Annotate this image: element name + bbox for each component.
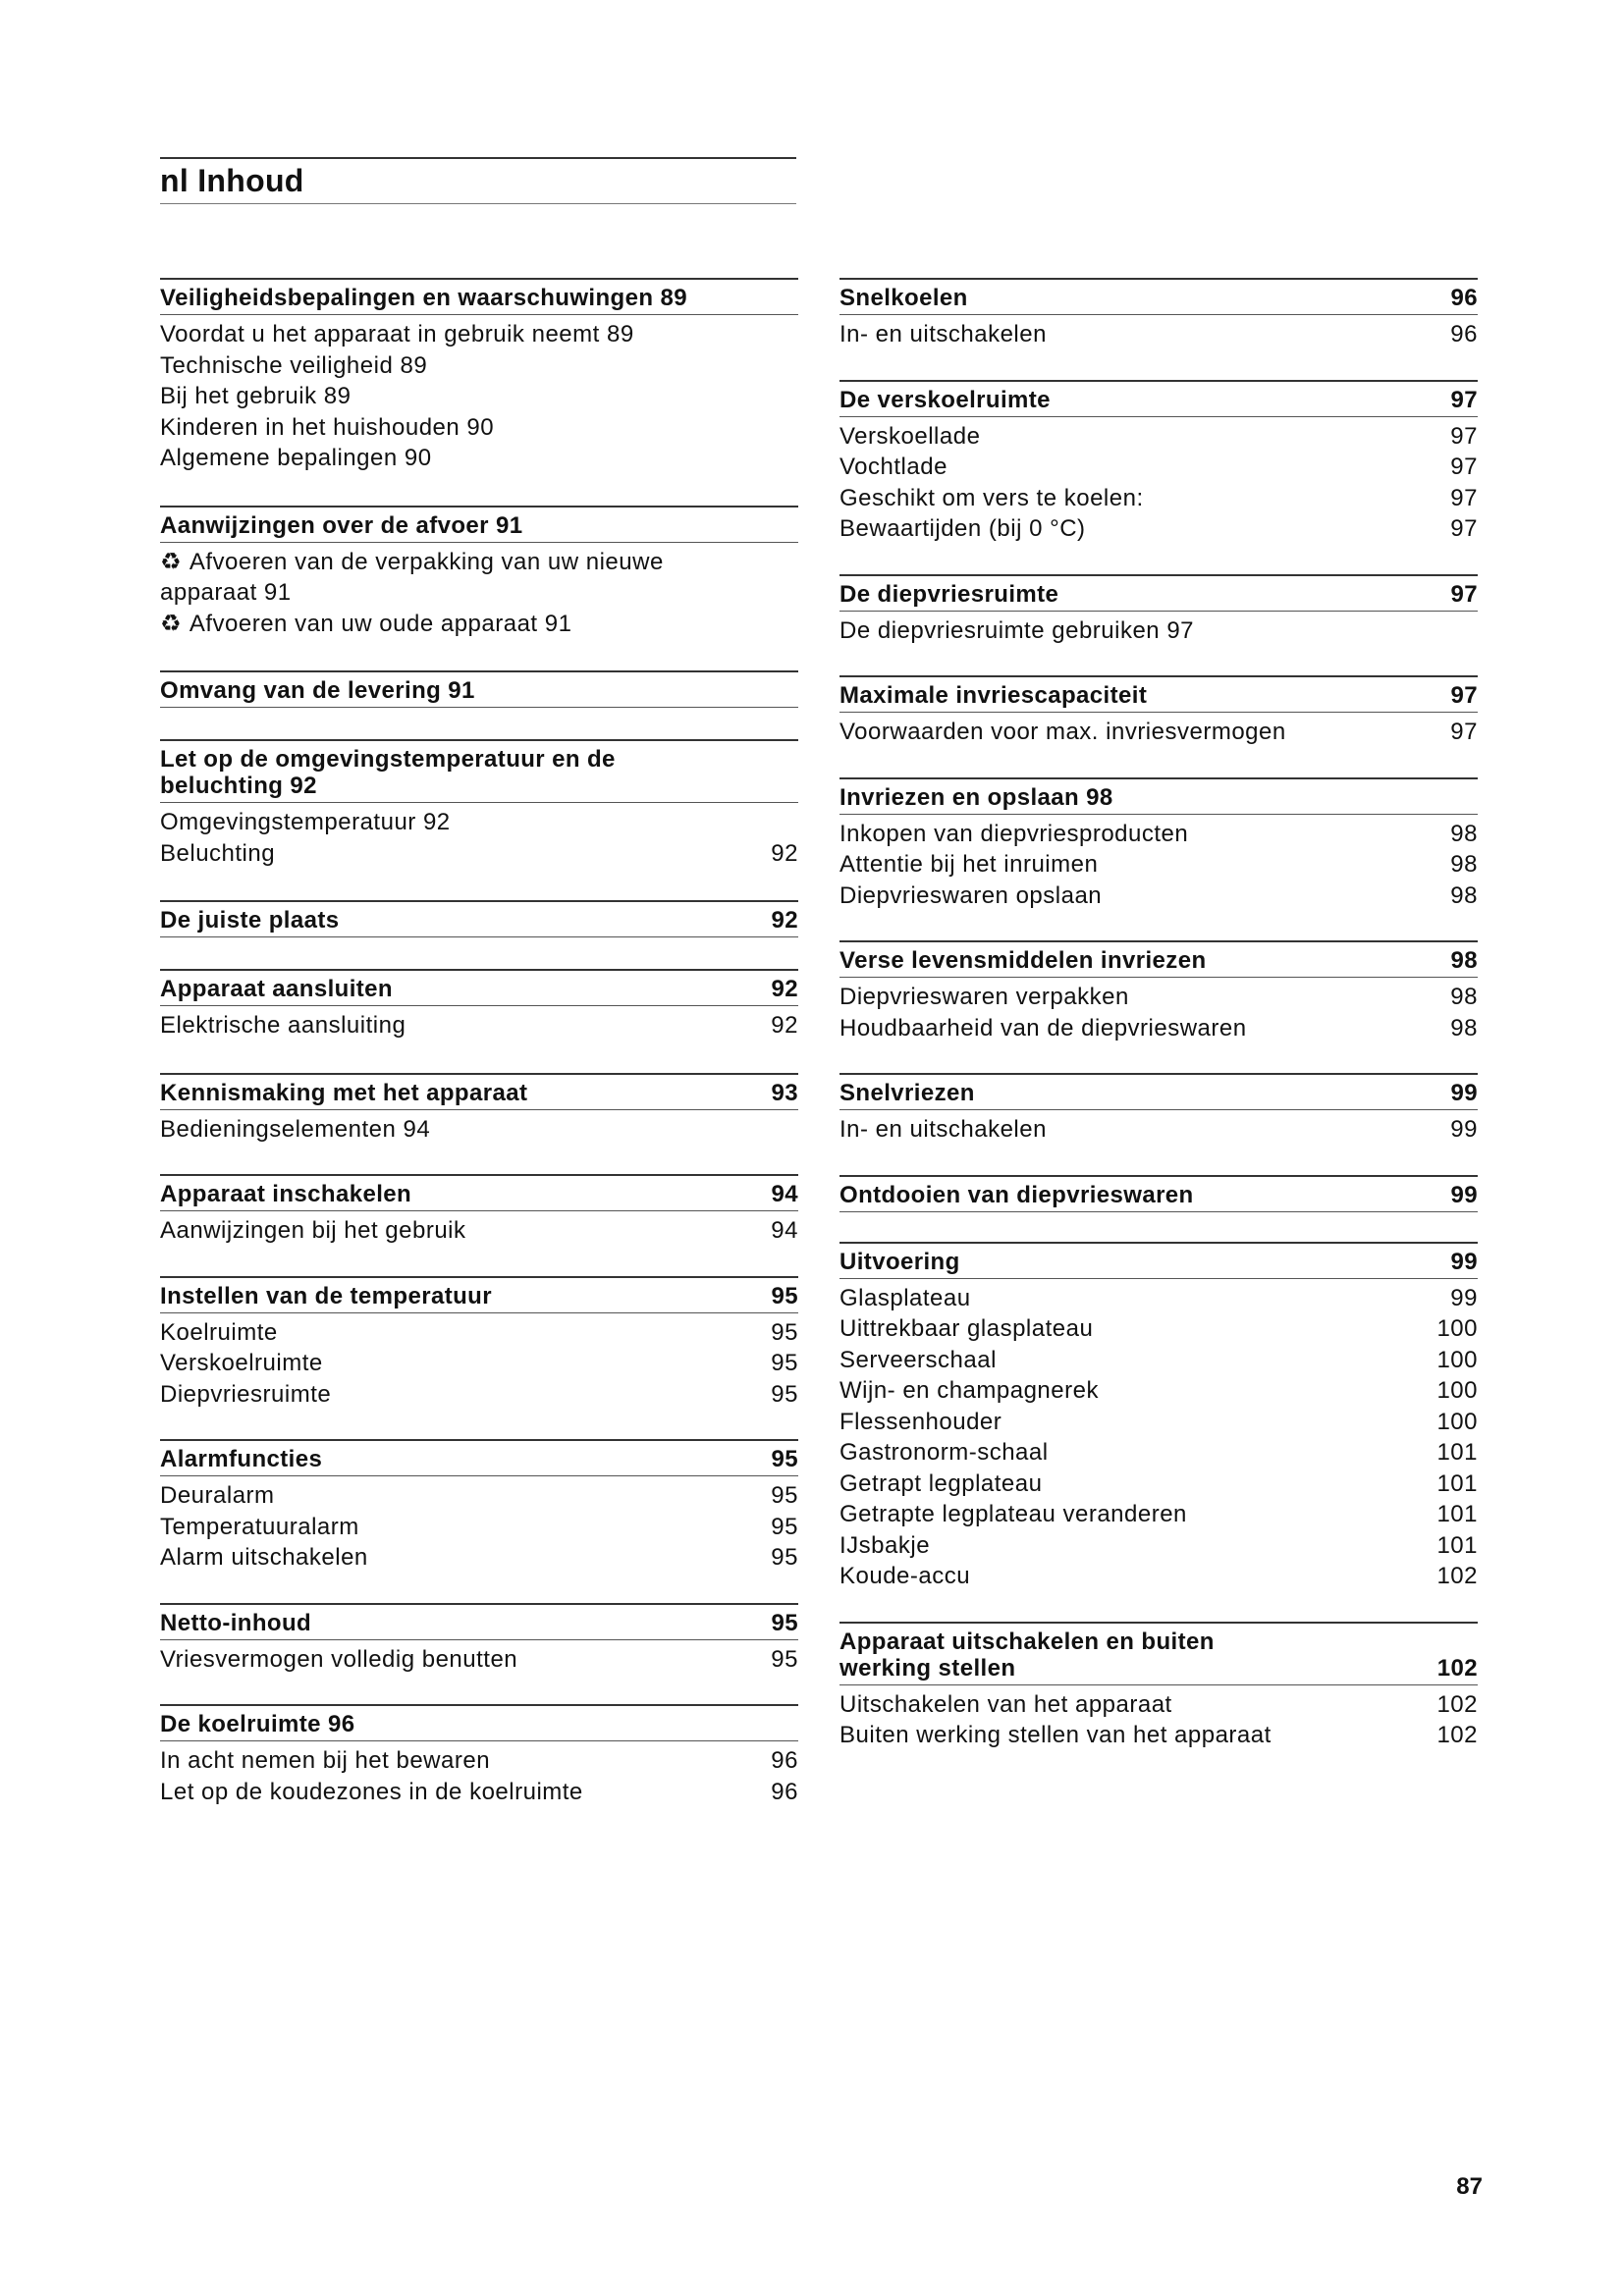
- toc-section: [839, 1175, 1478, 1212]
- toc-section: [839, 1622, 1478, 1751]
- toc-entry-list: [160, 1313, 798, 1411]
- toc-section: [839, 777, 1478, 912]
- toc-entry-title: IJsbakje: [839, 1531, 931, 1559]
- toc-section: [839, 278, 1478, 350]
- toc-section-heading[interactable]: [160, 506, 798, 543]
- toc-entry-page: 92: [771, 1012, 798, 1039]
- toc-entry-page: 92: [771, 839, 798, 867]
- toc-section: [160, 900, 798, 937]
- toc-section-title: Apparaat uitschakelen en buiten werking stellen: [839, 1628, 1215, 1682]
- toc-section-page: 98: [1450, 947, 1478, 974]
- toc-entry-page: 98: [1450, 984, 1478, 1010]
- toc-entry-title: Getrapte legplateau veranderen: [839, 1501, 1187, 1527]
- toc-section: [839, 1073, 1478, 1146]
- toc-entry-page: 98: [1450, 881, 1478, 909]
- toc-section-page: 94: [771, 1181, 798, 1207]
- page-number: 87: [1456, 2173, 1483, 2200]
- toc-entry[interactable]: [839, 421, 1478, 453]
- toc-entry[interactable]: [839, 1530, 1478, 1562]
- toc-entry[interactable]: [839, 849, 1478, 881]
- toc-entry[interactable]: [160, 1348, 798, 1379]
- toc-entry-page: [788, 412, 798, 444]
- toc-entry-list: [839, 1110, 1478, 1146]
- toc-section-title: Ontdooien van diepvrieswaren: [839, 1181, 1194, 1208]
- toc-entry-title: Verskoellade: [839, 422, 981, 450]
- toc-entry-title: Voordat u het apparaat in gebruik neemt 89: [160, 321, 634, 347]
- toc-entry-page: 95: [771, 1482, 798, 1509]
- toc-section-heading[interactable]: [839, 940, 1478, 978]
- toc-entry-page: 99: [1450, 1116, 1478, 1143]
- toc-section-page: 97: [1450, 580, 1478, 608]
- toc-entry-title: In- en uitschakelen: [839, 1116, 1047, 1143]
- toc-entry[interactable]: [160, 381, 798, 412]
- toc-entry-page: 96: [771, 1747, 798, 1774]
- toc-entry-list: [839, 1685, 1478, 1751]
- toc-section-heading[interactable]: [160, 1073, 798, 1110]
- toc-section-heading[interactable]: [839, 278, 1478, 315]
- toc-section: [160, 1704, 798, 1807]
- toc-section-heading[interactable]: [839, 574, 1478, 612]
- toc-entry[interactable]: [160, 350, 798, 382]
- toc-section-title: Uitvoering: [839, 1248, 960, 1275]
- toc-entry-page: 98: [1450, 1014, 1478, 1041]
- toc-entry-list: [839, 978, 1478, 1043]
- toc-section: [160, 278, 798, 474]
- toc-section-title: Instellen van de temperatuur: [160, 1282, 492, 1309]
- toc-entry-page: [1468, 615, 1478, 647]
- toc-section-page: 93: [771, 1079, 798, 1106]
- toc-entry[interactable]: [160, 1114, 798, 1146]
- toc-section-heading[interactable]: [839, 1622, 1478, 1685]
- toc-section-page: 99: [1450, 1248, 1478, 1275]
- toc-entry-page: 97: [1450, 515, 1478, 542]
- toc-entry[interactable]: [160, 609, 798, 640]
- toc-entry-list: [839, 612, 1478, 647]
- toc-entry-page: 100: [1436, 1346, 1478, 1373]
- toc-entry-title: Glasplateau: [839, 1284, 971, 1311]
- toc-section: [839, 940, 1478, 1043]
- toc-entry[interactable]: [160, 1215, 798, 1247]
- toc-entry-title: Aanwijzingen bij het gebruik: [160, 1217, 466, 1244]
- toc-entry-page: 98: [1450, 820, 1478, 847]
- toc-entry-page: [788, 350, 798, 382]
- toc-section-heading[interactable]: [839, 1242, 1478, 1279]
- toc-section-page: 96: [1450, 285, 1478, 311]
- toc-entry-title: Inkopen van diepvriesproducten: [839, 820, 1189, 847]
- toc-entry-title: [160, 609, 571, 640]
- toc-entry[interactable]: [160, 838, 798, 870]
- toc-entry[interactable]: [839, 1013, 1478, 1044]
- toc-entry[interactable]: [160, 412, 798, 444]
- page-header: [160, 157, 796, 204]
- toc-entry[interactable]: [839, 1375, 1478, 1407]
- toc-section-title: De koelruimte 96: [160, 1711, 355, 1737]
- toc-section-page: 99: [1450, 1080, 1478, 1106]
- toc-entry[interactable]: [839, 1345, 1478, 1376]
- toc-entry-title: Serveerschaal: [839, 1346, 997, 1373]
- toc-entry-page: 97: [1450, 422, 1478, 450]
- toc-entry-title: Omgevingstemperatuur 92: [160, 809, 451, 835]
- toc-entry-page: [788, 443, 798, 474]
- toc-entry-page: 100: [1436, 1377, 1478, 1404]
- toc-entry[interactable]: [839, 319, 1478, 350]
- toc-entry[interactable]: [839, 1313, 1478, 1345]
- toc-entry-title: Vriesvermogen volledig benutten: [160, 1645, 518, 1673]
- toc-section-title: De juiste plaats: [160, 907, 340, 934]
- toc-entry-title: Houdbaarheid van de diepvrieswaren: [839, 1014, 1247, 1041]
- toc-entry-text: Afvoeren van uw oude apparaat 91: [184, 610, 572, 637]
- toc-section-title: Let op de omgevingstemperatuur en de beluchting 92: [160, 746, 616, 799]
- toc-entry-page: 95: [771, 1544, 798, 1571]
- toc-entry-list: [160, 1741, 798, 1807]
- toc-entry-page: [788, 807, 798, 838]
- toc-section-heading[interactable]: [839, 777, 1478, 815]
- toc-section-page: 97: [1450, 682, 1478, 709]
- recycle-icon: ♻: [160, 610, 183, 637]
- toc-section-page: 92: [771, 907, 798, 934]
- toc-entry[interactable]: [160, 1379, 798, 1411]
- toc-entry-page: 96: [1450, 321, 1478, 347]
- recycle-icon: ♻: [160, 548, 183, 575]
- toc-entry-page: 101: [1436, 1531, 1478, 1559]
- toc-entry[interactable]: [839, 513, 1478, 545]
- toc-section-title: Alarmfuncties: [160, 1446, 323, 1472]
- toc-section: [839, 675, 1478, 748]
- toc-section: [839, 380, 1478, 545]
- toc-entry-title: Vochtlade: [839, 454, 947, 480]
- toc-entry-list: [839, 417, 1478, 545]
- toc-section-heading[interactable]: [160, 1603, 798, 1640]
- toc-section-page: 102: [1436, 1654, 1478, 1682]
- toc-entry[interactable]: [839, 615, 1478, 647]
- toc-entry-title: Bedieningselementen 94: [160, 1115, 431, 1143]
- toc-entry[interactable]: [839, 483, 1478, 514]
- toc-entry-title: Verskoelruimte: [160, 1350, 323, 1376]
- toc-section-heading[interactable]: [839, 1073, 1478, 1110]
- toc-section-title: De diepvriesruimte: [839, 580, 1059, 608]
- toc-section: [160, 969, 798, 1041]
- toc-entry[interactable]: [839, 1499, 1478, 1530]
- toc-section-heading[interactable]: [160, 969, 798, 1006]
- toc-section-heading[interactable]: [160, 1276, 798, 1313]
- toc-section: [160, 1174, 798, 1247]
- toc-entry-title: Buiten werking stellen van het apparaat: [839, 1722, 1272, 1748]
- toc-entry-list: [160, 1211, 798, 1247]
- toc-entry-title: Gastronorm-schaal: [839, 1439, 1049, 1466]
- toc-entry-title: Alarm uitschakelen: [160, 1544, 368, 1571]
- toc-entry-list: [160, 1006, 798, 1041]
- toc-entry-title: Let op de koudezones in de koelruimte: [160, 1778, 583, 1805]
- toc-entry[interactable]: [839, 1437, 1478, 1468]
- toc-entry-title: Flessenhouder: [839, 1408, 1002, 1435]
- toc-section: [160, 1073, 798, 1146]
- toc-entry-page: 101: [1436, 1469, 1478, 1497]
- toc-entry-page: 101: [1436, 1501, 1478, 1527]
- toc-section: [839, 574, 1478, 647]
- toc-section: [160, 739, 798, 869]
- toc-entry[interactable]: [160, 1542, 798, 1574]
- toc-entry-list: [160, 1476, 798, 1574]
- toc-entry-page: 94: [771, 1217, 798, 1244]
- toc-entry[interactable]: [160, 319, 798, 350]
- toc-entry[interactable]: [839, 1283, 1478, 1314]
- toc-entry-title: Beluchting: [160, 839, 276, 867]
- page-title: nl Inhoud: [160, 163, 304, 198]
- toc-entry-list: [160, 803, 798, 869]
- toc-entry-page: 95: [771, 1380, 798, 1408]
- toc-entry[interactable]: [160, 547, 798, 609]
- toc-entry-title: Diepvriesruimte: [160, 1380, 332, 1408]
- toc-entry-page: 100: [1436, 1408, 1478, 1435]
- toc-section-title: Veiligheidsbepalingen en waarschuwingen 89: [160, 285, 687, 311]
- toc-section-title: Snelvriezen: [839, 1080, 975, 1106]
- toc-section: [160, 670, 798, 708]
- toc-entry-page: 102: [1436, 1690, 1478, 1718]
- toc-section-heading[interactable]: [839, 1175, 1478, 1212]
- toc-section-page: 95: [771, 1446, 798, 1472]
- toc-entry-page: 99: [1450, 1284, 1478, 1311]
- toc-entry-title: Uittrekbaar glasplateau: [839, 1315, 1094, 1342]
- toc-entry-page: 101: [1436, 1439, 1478, 1466]
- toc-entry-page: 97: [1450, 484, 1478, 511]
- toc-section-title: Snelkoelen: [839, 285, 968, 311]
- toc-entry-title: De diepvriesruimte gebruiken 97: [839, 616, 1195, 644]
- toc-entry-title: Koelruimte: [160, 1318, 278, 1346]
- toc-entry[interactable]: [839, 452, 1478, 483]
- toc-entry-title: Diepvrieswaren verpakken: [839, 984, 1129, 1010]
- toc-entry-title: Diepvrieswaren opslaan: [839, 881, 1103, 909]
- toc-section-heading[interactable]: [839, 675, 1478, 713]
- toc-entry[interactable]: [839, 1468, 1478, 1500]
- toc-entry[interactable]: [839, 717, 1478, 748]
- toc-entry-list: [160, 1110, 798, 1146]
- toc-section-page: 99: [1450, 1181, 1478, 1208]
- toc-column-left: [160, 278, 798, 1807]
- toc-entry-title: Wijn- en champagnerek: [839, 1377, 1099, 1404]
- toc-entry[interactable]: [839, 819, 1478, 850]
- toc-entry-page: 95: [771, 1645, 798, 1673]
- toc-entry-page: 96: [771, 1778, 798, 1805]
- toc-entry-list: [160, 543, 798, 640]
- toc-section-title: Aanwijzingen over de afvoer 91: [160, 511, 523, 539]
- toc-entry-title: Bij het gebruik 89: [160, 383, 352, 409]
- toc-section-title: Verse levensmiddelen invriezen: [839, 947, 1207, 974]
- toc-section-title: De verskoelruimte: [839, 386, 1051, 413]
- toc-entry-page: 100: [1436, 1315, 1478, 1342]
- toc-entry[interactable]: [839, 982, 1478, 1013]
- toc-entry[interactable]: [839, 1720, 1478, 1751]
- toc-entry-title: Koude-accu: [839, 1563, 971, 1589]
- toc-section: [160, 506, 798, 640]
- toc-entry-page: 97: [1450, 719, 1478, 745]
- toc-entry-list: [839, 713, 1478, 748]
- toc-entry-title: Uitschakelen van het apparaat: [839, 1690, 1172, 1718]
- toc-entry-title: In- en uitschakelen: [839, 321, 1047, 347]
- toc-entry-title: Elektrische aansluiting: [160, 1012, 406, 1039]
- toc-section-page: 95: [771, 1282, 798, 1309]
- toc-entry-list: [839, 1279, 1478, 1592]
- toc-entry-page: 102: [1436, 1563, 1478, 1589]
- toc-entry-list: [160, 1640, 798, 1676]
- toc-section-heading[interactable]: [160, 670, 798, 708]
- toc-section-heading[interactable]: [160, 1439, 798, 1476]
- toc-entry[interactable]: [839, 1114, 1478, 1146]
- toc-entry-page: 95: [771, 1318, 798, 1346]
- toc-entry[interactable]: [839, 1689, 1478, 1721]
- toc-entry[interactable]: [160, 1317, 798, 1349]
- toc-entry-text: Afvoeren van de verpakking van uw nieuwe apparaat 91: [160, 548, 664, 606]
- toc-section-title: Maximale invriescapaciteit: [839, 682, 1148, 709]
- toc-entry-list: [839, 315, 1478, 350]
- toc-entry-page: 97: [1450, 454, 1478, 480]
- toc-entry[interactable]: [160, 1480, 798, 1512]
- toc-section-title: Apparaat inschakelen: [160, 1181, 412, 1207]
- toc-entry-list: [839, 815, 1478, 912]
- toc-entry-page: 95: [771, 1350, 798, 1376]
- toc-entry-page: [788, 609, 798, 640]
- toc-entry-title: Deuralarm: [160, 1482, 275, 1509]
- toc-section-title: Netto-inhoud: [160, 1609, 312, 1636]
- toc-section-title: Omvang van de levering 91: [160, 677, 475, 704]
- toc-entry[interactable]: [160, 1010, 798, 1041]
- toc-entry[interactable]: [160, 1512, 798, 1543]
- toc-entry-title: Voorwaarden voor max. invriesvermogen: [839, 719, 1286, 745]
- toc-entry-title: Algemene bepalingen 90: [160, 445, 432, 471]
- toc-entry-title: Attentie bij het inruimen: [839, 851, 1099, 878]
- toc-section-heading[interactable]: [160, 900, 798, 937]
- toc-section-heading[interactable]: [160, 739, 798, 803]
- toc-entry-page: 98: [1450, 851, 1478, 878]
- toc-section-heading[interactable]: [160, 1704, 798, 1741]
- toc-entry-title: Temperatuuralarm: [160, 1513, 359, 1540]
- toc-entry-page: 102: [1436, 1722, 1478, 1748]
- toc-section-title: Invriezen en opslaan 98: [839, 783, 1113, 811]
- toc-section-page: 92: [771, 976, 798, 1002]
- toc-section: [160, 1439, 798, 1574]
- toc-section-heading[interactable]: [839, 380, 1478, 417]
- toc-entry-title: Geschikt om vers te koelen:: [839, 484, 1144, 511]
- toc-entry-title: In acht nemen bij het bewaren: [160, 1747, 491, 1774]
- toc-entry[interactable]: [839, 1561, 1478, 1592]
- toc-entry[interactable]: [839, 881, 1478, 912]
- toc-entry[interactable]: [160, 1644, 798, 1676]
- toc-entry-page: [788, 547, 798, 609]
- toc-section: [160, 1276, 798, 1411]
- toc-section-page: 95: [771, 1609, 798, 1636]
- toc-section-heading[interactable]: [160, 278, 798, 315]
- toc-entry-title: Bewaartijden (bij 0 °C): [839, 515, 1086, 542]
- toc-entry[interactable]: [160, 1745, 798, 1777]
- toc-entry-page: [788, 319, 798, 350]
- toc-entry-page: [788, 381, 798, 412]
- toc-entry[interactable]: [160, 1777, 798, 1808]
- toc-entry-title: Kinderen in het huishouden 90: [160, 413, 495, 441]
- toc-section-page: 97: [1450, 386, 1478, 413]
- toc-entry[interactable]: [839, 1407, 1478, 1438]
- toc-section-heading[interactable]: [160, 1174, 798, 1211]
- toc-entry[interactable]: [160, 443, 798, 474]
- toc-section-title: Kennismaking met het apparaat: [160, 1079, 528, 1106]
- toc-entry-title: Getrapt legplateau: [839, 1469, 1043, 1497]
- toc-entry-title: [160, 547, 710, 609]
- toc-entry-page: [788, 1114, 798, 1146]
- toc-section: [160, 1603, 798, 1676]
- toc-entry-title: Technische veiligheid 89: [160, 351, 428, 379]
- toc-entry-list: [160, 315, 798, 474]
- toc-section-title: Apparaat aansluiten: [160, 976, 393, 1002]
- toc-entry-page: 95: [771, 1513, 798, 1540]
- toc-column-right: [839, 278, 1478, 1751]
- toc-section: [839, 1242, 1478, 1592]
- toc-entry[interactable]: [160, 807, 798, 838]
